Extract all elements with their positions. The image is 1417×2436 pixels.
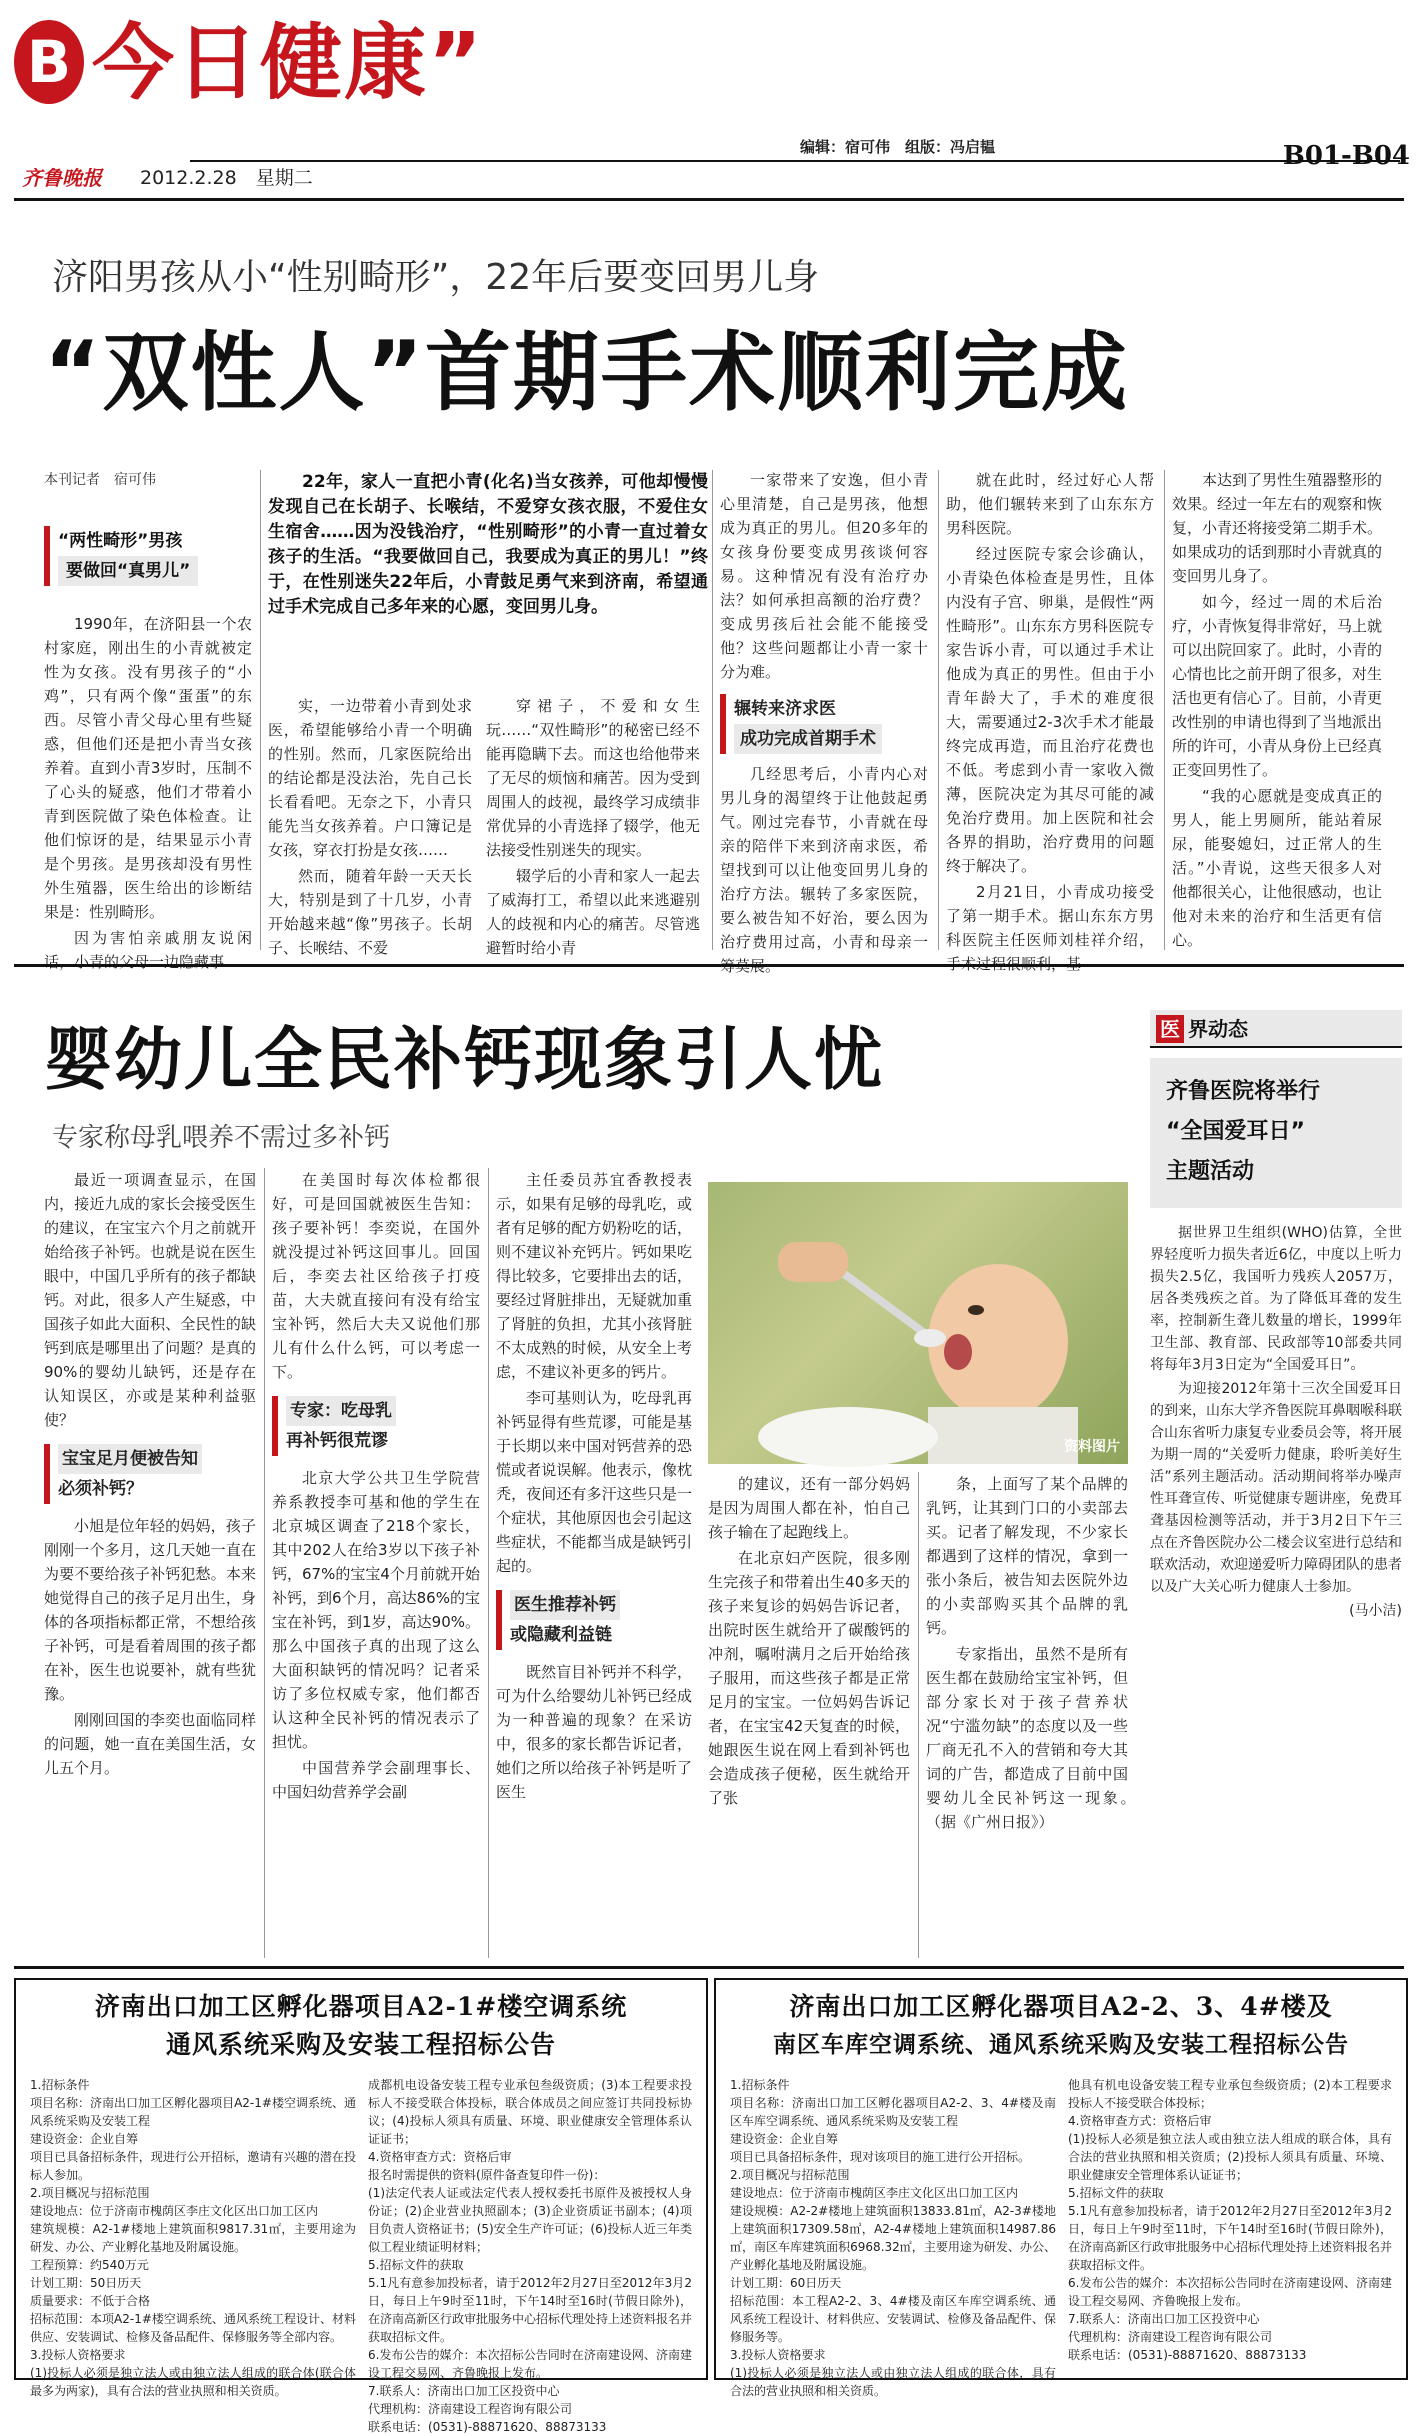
story2-subhead-1-line1: 宝宝足月便被告知	[58, 1444, 202, 1474]
story1-col2-p1: 实，一边带着小青到处求医，希望能够给小青一个明确的性别。然而，几家医院给出的结论都是没法治，先自己长长看看吧。无奈之下，小青只能先当女孩养着。户口簿记是女孩，穿衣打扮是女孩……	[268, 697, 472, 859]
story1-col4-p2: 几经思考后，小青内心对男儿身的渴望终于让他鼓起勇气。刚过完春节，小青就在母亲的陪伴下来到济南求医，希望找到可以让他变回男儿身的治疗方法。辗转了多家医院，要么被告知不好治，要么因为治疗费用过高，小青和母亲一筹莫展。	[720, 765, 928, 975]
story1-col2	[268, 694, 472, 957]
story1-col5-p3: 2月21日，小青成功接受了第一期手术。据山东东方男科医院主任医师刘桂祥介绍，手术过程很顺利，基	[946, 883, 1154, 973]
story1-col6-p3: “我的心愿就是变成真正的男人，能上男厕所，能站着尿尿，能娶媳妇，过正常人的生活。”小青说，这些天很多人对他都很关心，让他很感动，也让他对未来的治疗和生活更有信心。	[1172, 787, 1383, 949]
story2-divider-1	[264, 1168, 265, 1958]
ad2-left-11: (1)投标人必须是独立法人或由独立法人组成的联合体，具有合法的营业执照和相关资质。	[730, 2366, 1056, 2398]
tender-notice-1-title-line1: 济南出口加工区孵化器项目A2-1#楼空调系统	[94, 1992, 628, 2021]
ad1-left-2: 项目名称：济南出口加工区孵化器项目A2-1#楼空调系统、通风系统采购及安装工程	[30, 2096, 356, 2128]
story2-col3-p2: 李可基则认为，吃母乳再补钙显得有些荒谬，可能是基于长期以来中国对钙营养的恐慌或者说误解。他表示，像枕秃，夜间还有多汗这些只是一个症状，其他原因也会引起这些症状，不能都当成是缺钙引起的。	[496, 1389, 692, 1575]
ad1-left-8: 工程预算：约540万元	[30, 2258, 149, 2272]
story2-subhead-3-line2: 或隐藏利益链	[510, 1625, 612, 1645]
ad1-left-7: 建筑规模：A2-1#楼地上建筑面积9817.31㎡，主要用途为研发、办公、产业孵化基地及附属设施。	[30, 2222, 356, 2254]
ad2-right-1: 他具有机电设备安装工程专业承包叁级资质；(2)本工程要求投标人不接受联合体投标；	[1068, 2078, 1392, 2110]
ad1-left-10: 质量要求：不低于合格	[30, 2294, 151, 2308]
story1-col5	[946, 468, 1154, 973]
ad2-left-3: 建设资金：企业自筹	[730, 2132, 839, 2146]
ad1-right-6: 5.1凡有意参加投标者，请于2012年2月27日至2012年3月2日，每日上午9时至11时，下午14时至16时(节假日除外)，在济南高新区行政审批服务中心招标代理处持上述资料报名并获取招标文件。	[368, 2276, 693, 2344]
tender-notice-2	[714, 1978, 1408, 2398]
story2-headline: 婴幼儿全民补钙现象引人忧	[44, 1021, 885, 1100]
story2-col4-p1: 的建议，还有一部分妈妈是因为周围人都在补，怕自己孩子输在了起跑线上。	[708, 1475, 910, 1541]
story1-subhead-2	[720, 694, 928, 754]
sidebar-credit: (马小洁)	[1349, 1603, 1402, 1619]
sidebar-headline-box	[1150, 1058, 1402, 1208]
ad1-left-1: 1.招标条件	[30, 2078, 90, 2092]
story1-col1	[44, 612, 252, 971]
ad2-left-2: 项目名称：济南出口加工区孵化器项目A2-2、3、4#楼及南区车库空调系统、通风系统采购及安装工程	[730, 2096, 1056, 2128]
ad1-left-11: 招标范围：本项A2-1#楼空调系统、通风系统工程设计、材料供应、安装调试、检修及备品配件、保修服务等全部内容。	[30, 2312, 356, 2344]
ad1-right-1: 成都机电设备安装工程专业承包叁级资质；(3)本工程要求投标人不接受联合体投标，联合体成员之间应签订共同投标协议；(4)投标人须具有质量、环境、职业健康安全管理体系认证证书；	[368, 2078, 692, 2146]
story2-divider-3	[918, 1472, 919, 1958]
story2-bottom-rule	[14, 1966, 1404, 1969]
story1-col5-p1: 就在此时，经过好心人帮助，他们辗转来到了山东东方男科医院。	[946, 471, 1154, 537]
ad2-left-4: 项目已具备招标条件，现对该项目的施工进行公开招标。	[730, 2150, 1031, 2164]
story1-subhead-1	[44, 526, 273, 586]
story1-subhead-1-line1: “两性畸形”男孩	[58, 531, 183, 551]
story2-col4-p2: 在北京妇产医院，很多刚生完孩子和带着出生40多天的孩子来复诊的妈妈告诉记者，出院时医生就给开了碳酸钙的冲剂，嘱咐满月之后开始给孩子服用，而这些孩子都是正常足月的宝宝。一位妈妈告诉记者，在宝宝42天复查的时候，她跟医生说在网上看到补钙也会造成孩子便秘，医生就给开了张	[708, 1549, 910, 1807]
ad2-right-5: 5.1凡有意参加投标者，请于2012年2月27日至2012年3月2日，每日上午9时至11时，下午14时至16时(节假日除外)，在济南高新区行政审批服务中心招标代理处持上述资料报名并获取招标文件。	[1068, 2204, 1393, 2272]
sidebar-para-1: 据世界卫生组织(WHO)估算，全世界轻度听力损失者近6亿，中度以上听力损失2.5亿，我国听力残疾人2057万，居各类残疾之首。为了降低耳聋的发生率，控制新生聋儿数量的增长，1999年卫生部、教育部、民政部等10部委共同将每年3月3日定为“全国爱耳日”。	[1150, 1225, 1402, 1373]
story1-col4	[720, 468, 928, 975]
story2-col5	[926, 1472, 1144, 1958]
story1-subhead-2-line2: 成功完成首期手术	[734, 724, 882, 754]
tender-notice-1-col-right	[368, 2076, 693, 2434]
story1-subhead-2-line1: 辗转来济求医	[734, 699, 836, 719]
story2-col3-p1: 主任委员苏宜香教授表示，如果有足够的母乳吃，或者有足够的配方奶粉吃的话，则不建议补充钙片。钙如果吃得比较多，它要排出去的话，要经过肾脏排出，无疑就加重了肾脏的负担，尤其小孩肾脏不太成熟的时候，从安全上考虑，不建议补更多的钙片。	[496, 1171, 692, 1381]
ad1-right-3: 报名时需提供的资料(原件备查复印件一份)：	[368, 2168, 606, 2182]
ad2-right-3: (1)投标人必须是独立法人或由独立法人组成的联合体，具有合法的营业执照和相关资质；(2)投标人须具有质量、环境、职业健康安全管理体系认证证书；	[1068, 2132, 1392, 2182]
ad2-left-9: 招标范围：本工程A2-2、3、4#楼及南区车库空调系统、通风系统工程设计、材料供应、安装调试、检修及备品配件、保修服务等。	[730, 2294, 1056, 2344]
baby-mouth	[944, 1334, 972, 1370]
baby-eye	[968, 1305, 984, 1315]
tender-notice-1-col-left	[30, 2076, 356, 2398]
story1-byline: 本刊记者 宿可伟	[44, 472, 156, 488]
story1-lead: 22年，家人一直把小青(化名)当女孩养，可他却慢慢发现自己在长胡子、长喉结，不爱穿女孩衣服，不爱住女生宿舍……因为没钱治疗，“性别畸形”的小青一直过着女孩子的生活。“我要做回自己，我要成为真正的男儿！”终于，在性别迷失22年后，小青鼓足勇气来到济南，希望通过手术完成自己多年来的心愿，变回男儿身。	[268, 472, 708, 617]
ad1-left-13: (1)投标人必须是独立法人或由独立法人组成的联合体(联合体最多为两家)，具有合法的营业执照和相关资质。	[30, 2366, 356, 2398]
story2-col5-p2: 专家指出，虽然不是所有医生都在鼓励给宝宝补钙，但部分家长对于孩子营养状况“宁滥勿缺”的态度以及一些厂商无孔不入的营销和夸大其词的广告，都造成了目前中国婴幼儿全民补钙这一现象。 （据《广州日报》）	[926, 1645, 1144, 1831]
tender-notice-2-title-line1: 济南出口加工区孵化器项目A2-2、3、4#楼及	[789, 1992, 1333, 2021]
ad2-right-4: 5.招标文件的获取	[1068, 2186, 1164, 2200]
ad1-right-5: 5.招标文件的获取	[368, 2258, 464, 2272]
ad1-left-5: 2.项目概况与招标范围	[30, 2186, 150, 2200]
story2-col3-p3: 既然盲目补钙并不科学，可为什么给婴幼儿补钙已经成为一种普遍的现象？在采访中，很多的家长都告诉记者，她们之所以给孩子补钙是听了医生	[496, 1663, 692, 1801]
ad1-left-4: 项目已具备招标条件，现进行公开招标，邀请有兴趣的潜在投标人参加。	[30, 2150, 356, 2182]
section-badge: B	[14, 20, 84, 104]
story2-col1-p3: 刚刚回国的李奕也面临同样的问题，她一直在美国生活，女儿五个月。	[44, 1711, 256, 1777]
sidebar-headline-line2: “全国爱耳日”	[1166, 1119, 1305, 1144]
story1-col6	[1172, 468, 1382, 952]
ad2-left-1: 1.招标条件	[730, 2078, 790, 2092]
ad1-right-10: 联系电话：(0531)-88871620、88873133	[368, 2420, 607, 2434]
paper-logo: 齐鲁晚报	[22, 166, 102, 190]
ad2-right-6: 6.发布公告的媒介：本次招标公告同时在济南建设网、济南建设工程交易网、齐鲁晚报上发布。	[1068, 2276, 1392, 2308]
story2-col2-p2: 北京大学公共卫生学院营养系教授李可基和他的学生在北京城区调查了218个家长，其中202人在给3岁以下孩子补钙，67%的宝宝4个月前就开始补钙，到6个月，高达86%的宝宝在补钙，到1岁，高达90%。那么中国孩子真的出现了这么大面积缺钙的情况吗？记者采访了多位权威专家，他们都否认这种全民补钙的情况表示了担忧。	[272, 1469, 480, 1751]
story2-col1-p1: 最近一项调查显示，在国内，接近九成的家长会接受医生的建议，在宝宝六个月之前就开始给孩子补钙。也就是说在医生眼中，中国几乎所有的孩子都缺钙。对此，很多人产生疑惑，中国孩子如此大面积、全民性的缺钙到底是哪里出了问题？是真的90%的婴幼儿缺钙，还是存在认知误区，亦或是某种利益驱使？	[44, 1171, 256, 1429]
baby-photo-illustration	[708, 1182, 1128, 1464]
ad2-right-2: 4.资格审查方式：资格后审	[1068, 2114, 1212, 2128]
section-title	[92, 14, 632, 114]
ad2-right-8: 代理机构：济南建设工程咨询有限公司	[1068, 2330, 1273, 2344]
story1-divider-3	[938, 470, 939, 950]
ad1-left-12: 3.投标人资格要求	[30, 2348, 126, 2362]
section-title-text: 今日健康	[92, 16, 429, 111]
masthead-bottom-rule	[14, 198, 1404, 201]
sidebar-section-header	[1150, 1010, 1402, 1048]
ad1-right-8: 7.联系人：济南出口加工区投资中心	[368, 2384, 560, 2398]
tender-notice-2-title-line2: 南区车库空调系统、通风系统采购及安装工程招标公告	[773, 2031, 1349, 2058]
story1-col2-p2: 然而，随着年龄一天天长大，特别是到了十几岁，小青开始越来越“像”男孩子。长胡子、长喉结、不爱	[268, 867, 472, 957]
story2-subtitle: 专家称母乳喂养不需过多补钙	[52, 1123, 391, 1153]
sidebar-news	[1150, 1010, 1402, 1958]
ad1-left-3: 建设资金：企业自筹	[30, 2132, 139, 2146]
story1-divider-2	[712, 470, 713, 950]
ad2-right-7: 7.联系人：济南出口加工区投资中心	[1068, 2312, 1260, 2326]
story2-subhead-1	[44, 1444, 256, 1504]
story2-col3	[496, 1168, 692, 1958]
ad1-left-6: 建设地点：位于济南市槐荫区李庄文化区出口加工区内	[30, 2204, 319, 2218]
sidebar-para-2: 为迎接2012年第十三次全国爱耳日的到来，山东大学齐鲁医院耳鼻咽喉科联合山东省听力康复专业委员会等，将开展为期一周的“关爱听力健康，聆听美好生活”系列主题活动。活动期间将举办噪声性耳聋宣传、听觉健康专题讲座，免费耳聋基因检测等活动，并于3月2日下午三点在齐鲁医院办公二楼会议室进行总结和联欢活动，欢迎递爱听力障碍团队的患者以及广大关心听力健康人士参加。	[1150, 1381, 1402, 1595]
story2-col2-p1: 在美国时每次体检都很好，可是回国就被医生告知：孩子要补钙！李奕说，在国外就没提过补钙这回事儿。回国后，李奕去社区给孩子打疫苗，大夫就直接问有没有给宝宝补钙，然后大夫又说他们那儿有什么什么钙，可以考虑一下。	[272, 1171, 480, 1381]
story2-col1	[44, 1168, 256, 1958]
sidebar-section-title: 界动态	[1188, 1017, 1248, 1041]
story1-col1-p2: 因为害怕亲戚朋友说闲话，小青的父母一边隐藏事	[44, 929, 252, 971]
ad2-left-5: 2.项目概况与招标范围	[730, 2168, 850, 2182]
baby-photo	[708, 1182, 1128, 1464]
adult-hand	[778, 1242, 848, 1282]
ad2-left-6: 建设地点：位于济南市槐荫区李庄文化区出口加工区内	[730, 2186, 1019, 2200]
ad1-right-4: (1)法定代表人证或法定代表人授权委托书原件及被授权人身份证；(2)企业营业执照副本；(3)企业资质证书副本；(4)项目负责人资格证书；(5)安全生产许可证；(6)投标人近三年类似工程业绩证明材料；	[368, 2186, 692, 2254]
editor-credit: 编辑：宿可伟 组版：冯启韫	[800, 138, 996, 156]
story2-col2-p3: 中国营养学会副理事长、中国妇幼营养学会副	[272, 1759, 480, 1801]
masthead-rule	[190, 160, 1400, 162]
story2-subhead-2-line1: 专家：吃母乳	[286, 1396, 396, 1426]
story2-subhead-3	[496, 1590, 692, 1650]
story2-col2	[272, 1168, 480, 1958]
story1-col3-p2: 辍学后的小青和家人一起去了威海打工，希望以此来逃避别人的歧视和内心的痛苦。尽管逃避暂时给小青	[486, 867, 700, 957]
story2-subhead-2	[272, 1396, 480, 1456]
story2-col5-p1: 条，上面写了某个品牌的乳钙，让其到门口的小卖部去买。记者了解发现，不少家长都遇到了这样的情况，拿到一张小条后，被告知去医院外边的小卖部购买其个品牌的乳钙。	[926, 1475, 1128, 1637]
masthead	[0, 0, 1417, 190]
sidebar-tag: 医	[1156, 1015, 1184, 1043]
sidebar-body	[1150, 1222, 1402, 1958]
ad2-right-9: 联系电话：(0531)-88871620、88873133	[1068, 2348, 1307, 2362]
ad2-left-7: 建设规模：A2-2#楼地上建筑面积13833.81㎡，A2-3#楼地上建筑面积17309.58㎡，A2-4#楼地上建筑面积14987.86㎡，南区车库建筑面积6968.32㎡，主要用途为研发、办公、产业孵化基地及附属设施。	[730, 2204, 1056, 2272]
story1-kicker: 济阳男孩从小“性别畸形”，22年后要变回男儿身	[52, 257, 820, 298]
story2-subhead-2-line2: 再补钙很荒谬	[286, 1431, 388, 1451]
food-bowl	[758, 1407, 938, 1467]
story1-col3	[486, 694, 700, 957]
story1-col5-p2: 经过医院专家会诊确认，小青染色体检查是男性，且体内没有子宫、卵巢，是假性“两性畸形”。山东东方男科医院专家告诉小青，可以通过手术让他成为真正的男性。但由于小青年龄大了，手术的难度很大，需要通过2-3次手术才能最终完成再造，而且治疗花费也不低。考虑到小青一家收入微薄，医院决定为其尽可能的减免治疗费用。加上医院和社会各界的捐助，治疗费用的问题终于解决了。	[946, 545, 1154, 875]
story2-col1-p2: 小旭是位年轻的妈妈，孩子刚刚一个多月，这几天她一直在为要不要给孩子补钙犯愁。本来她觉得自己的孩子足月出生，身体的各项指标都正常，不想给孩子补钙，可是看着周围的孩子都在补，医生也说要补，就有些犹豫。	[44, 1517, 256, 1703]
tender-notice-2-col-left	[730, 2076, 1056, 2398]
story1-bottom-rule	[14, 964, 1404, 967]
ad2-left-8: 计划工期：60日历天	[730, 2276, 842, 2290]
ad1-right-9: 代理机构：济南建设工程咨询有限公司	[368, 2402, 573, 2416]
page-range: B01-B04	[1282, 141, 1410, 171]
story1-headline: “双性人”首期手术顺利完成	[44, 323, 1130, 423]
story2-divider-2	[488, 1168, 489, 1958]
section-title-quote: ”	[428, 16, 484, 111]
story1-col3-p1: 穿裙子，不爱和女生玩……“双性畸形”的秘密已经不能再隐瞒下去。而这也给他带来了无尽的烦恼和痛苦。因为受到周围人的歧视，最终学习成绩非常优异的小青选择了辍学，他无法接受性别迷失的现实。	[486, 697, 700, 859]
story1-col6-p1: 本达到了男性生殖器整形的效果。经过一年左右的观察和恢复，小青还将接受第二期手术。如果成功的话到那时小青就真的变回男儿身了。	[1172, 471, 1383, 585]
ad1-right-7: 6.发布公告的媒介：本次招标公告同时在济南建设网、济南建设工程交易网、齐鲁晚报上发布。	[368, 2348, 692, 2380]
story2-subhead-3-line1: 医生推荐补钙	[510, 1590, 620, 1620]
tender-notice-2-col-right	[1068, 2076, 1392, 2372]
ad1-right-2: 4.资格审查方式：资格后审	[368, 2150, 512, 2164]
story1-col6-p2: 如今，经过一周的术后治疗，小青恢复得非常好，马上就可以出院回家了。此时，小青的心情也比之前开朗了很多，对生活也更有信心了。目前，小青更改性别的申请也得到了当地派出所的许可，小青从身份上已经真正变回男性了。	[1172, 593, 1383, 779]
issue-date: 2012.2.28 星期二	[140, 167, 313, 189]
story1-col1-p1: 1990年，在济阳县一个农村家庭，刚出生的小青就被定性为女孩。没有男孩子的“小鸡”，只有两个像“蛋蛋”的东西。尽管小青父母心里有些疑惑，但他们还是把小青当女孩养着。直到小青3岁时，压制不了心头的疑惑，他们才带着小青到医院做了染色体检查。让他们惊讶的是，结果显示小青是个男孩。是男孩却没有男性外生殖器，医生给出的诊断结果是：性别畸形。	[44, 615, 252, 921]
story1-divider-4	[1164, 470, 1165, 950]
story1-divider-1	[260, 470, 261, 950]
tender-notice-1	[14, 1978, 708, 2434]
story1-subhead-1-line2: 要做回“真男儿”	[58, 556, 198, 586]
sidebar-headline-line3: 主题活动	[1166, 1159, 1255, 1184]
photo-caption: 资料图片	[1064, 1439, 1120, 1455]
ad1-left-9: 计划工期：50日历天	[30, 2276, 142, 2290]
sidebar-headline-line1: 齐鲁医院将举行	[1166, 1079, 1321, 1104]
tender-notice-1-title-line2: 通风系统采购及安装工程招标公告	[165, 2030, 556, 2059]
spoon-bowl	[914, 1329, 946, 1347]
story2-subhead-1-line2: 必须补钙？	[58, 1479, 143, 1499]
story1-col4-p1: 一家带来了安逸，但小青心里清楚，自己是男孩，他想成为真正的男儿。但20多年的女孩身份要变成男孩谈何容易。这种情况有没有治疗办法？如何承担高额的治疗费？变成男孩后社会能不能接受他？这些问题都让小青一家十分为难。	[720, 471, 928, 681]
ad2-left-10: 3.投标人资格要求	[730, 2348, 826, 2362]
story2-col4	[708, 1472, 910, 1958]
